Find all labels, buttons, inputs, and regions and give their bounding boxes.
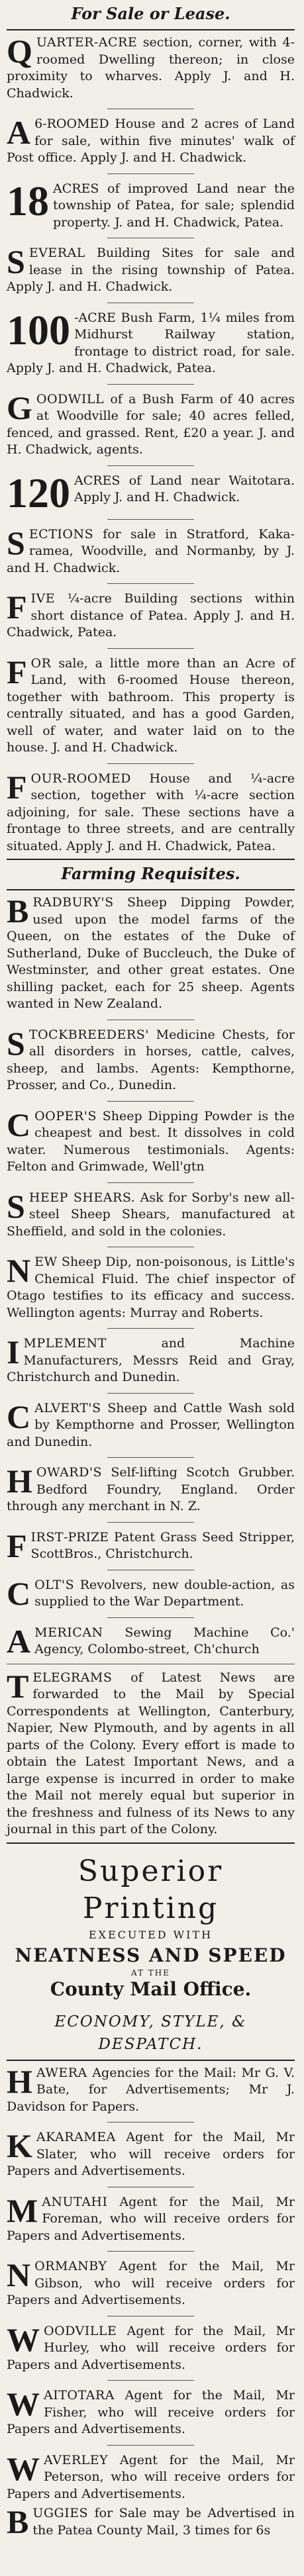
ad-lead: EW — [34, 1255, 58, 1269]
agent-ad — [7, 2452, 295, 2503]
agent-ad — [7, 2191, 295, 2245]
agent-ad — [7, 2387, 295, 2438]
divider — [107, 1617, 194, 1618]
farming-ad — [7, 1400, 295, 1451]
sale-ad — [7, 245, 295, 296]
ad-lead: MPLEMENT — [23, 1336, 107, 1351]
farming-ad — [7, 1254, 295, 1321]
ad-lead: OUR-ROOMED — [30, 771, 131, 786]
drop-cap: Q — [7, 32, 32, 70]
divider — [107, 1393, 194, 1394]
ad-text: 6-ROOMED House and 2 acres of Land for sale, within five minutes' walk of Post office. Apply J. and H. Chadwick. — [7, 117, 295, 165]
divider — [7, 29, 295, 30]
sale-ad — [7, 34, 295, 102]
farming-ads-list — [7, 894, 295, 1658]
sale-ad — [7, 768, 295, 855]
drop-cap: F — [7, 1527, 27, 1564]
ad-text: of a Bush Farm of 40 acres at Woodville for sale; 40 acres felled, fenced, and grassed. Rent, £20 a year. J. and H. Chadwick, agents. — [7, 391, 295, 457]
farming-ad — [7, 1574, 295, 1612]
ad-text: Agent for the Mail, Mr Gibson, who will receive orders for Papers and Advertisements. — [7, 2259, 295, 2307]
ad-text: Agent for the Mail, Mr Fisher, who will receive orders for Papers and Advertisements. — [7, 2388, 295, 2436]
drop-cap: I — [7, 1333, 20, 1370]
divider — [107, 2380, 194, 2381]
farming-section-heading: Farming Requisites. — [61, 864, 240, 883]
telegrams-ad — [7, 1667, 295, 1838]
agent-ad — [7, 2129, 295, 2180]
drop-cap: W — [7, 2450, 40, 2487]
ad-lead: OR — [30, 655, 52, 671]
printing-executed: EXECUTED WITH — [88, 1928, 213, 1941]
ad-lead: TOCKBREEDERS' — [28, 1027, 149, 1042]
divider — [107, 2445, 194, 2446]
ad-text: Sheep Dipping Powder is the cheapest and best. It dissolves in cold water. Numerous testimonials. Agents: Felton and Grimwade, Well'gtn — [7, 1108, 295, 1174]
divider — [107, 1328, 194, 1329]
ad-text: Sheep and Cattle Wash sold by Kempthorne and Prosser, Wellington and Dunedin. — [7, 1400, 295, 1449]
ad-text: ¼-acre Building sections within short distance of Patea. Apply J. and H. Chadwick, Patea. — [7, 591, 295, 640]
divider — [107, 763, 194, 764]
ad-text: ACRES of Land near Waitotara. Apply J. and H. Chadwick. — [74, 473, 295, 504]
sale-section-heading: For Sale or Lease. — [71, 4, 230, 23]
ad-lead: MERICAN — [34, 1625, 103, 1640]
drop-cap: K — [7, 2127, 32, 2164]
drop-cap: S — [7, 524, 25, 561]
divider — [107, 1457, 194, 1458]
drop-cap: F — [7, 653, 27, 691]
sale-ad — [7, 116, 295, 167]
sale-ads-list — [7, 34, 295, 855]
ad-text: Self-lifting Scotch Grubber. Bedford Foundry, England. Order through any merchant in N. Z. — [7, 1465, 295, 1513]
sale-ad — [7, 591, 295, 642]
drop-cap: T — [7, 1667, 29, 1705]
farming-ad — [7, 1335, 295, 1386]
drop-cap: F — [7, 768, 27, 806]
ad-lead: OOPER'S — [34, 1108, 97, 1123]
divider — [107, 384, 194, 385]
drop-cap: H — [7, 1462, 32, 1500]
drop-cap: W — [7, 2320, 40, 2358]
drop-cap: 120 — [7, 469, 70, 516]
ad-lead: EVERAL — [28, 246, 85, 260]
divider — [107, 465, 194, 466]
ad-text: section, corner, with 4-roomed Dwelling thereon; in close proximity to wharves. Apply J. and H. Chadwick. — [7, 35, 295, 101]
ad-lead: AVERLEY — [44, 2452, 109, 2467]
divider — [107, 1101, 194, 1102]
sale-ad — [7, 391, 295, 459]
ad-text: Agent for the Mail, Mr Peterson, who will receive orders for Papers and Advertisements. — [7, 2452, 295, 2501]
divider — [107, 2251, 194, 2252]
ad-text: Agent for the Mail, Mr Hurley, who will receive orders for Papers and Advertisements. — [7, 2323, 295, 2372]
buggies-ad — [7, 2505, 295, 2539]
agent-ad — [7, 2258, 295, 2309]
drop-cap: F — [7, 589, 27, 626]
divider — [7, 859, 295, 860]
drop-cap: B — [7, 2503, 29, 2540]
ad-text: Agencies for the Mail: Mr G. V. Bate, for Advertisements; Mr J. Davidson for Papers. — [7, 2065, 295, 2114]
ad-lead: ALVERT'S — [34, 1400, 101, 1415]
divider — [107, 173, 194, 174]
drop-cap: S — [7, 1024, 25, 1062]
drop-cap: M — [7, 2191, 38, 2229]
drop-cap: S — [7, 243, 25, 280]
drop-cap: C — [7, 1574, 31, 1612]
divider — [107, 1182, 194, 1183]
drop-cap: C — [7, 1106, 31, 1143]
divider — [7, 889, 295, 890]
divider — [107, 648, 194, 649]
ad-text: of Latest News are forwarded to the Mail by Special Correspondents at Wellington, Canterbury, Napier, New Plymouth, and by agents in all parts of the Colony. Every effort is made to obtain the Latest Important News, and a large expense is incurred in order to make the Mail not merely equal but superior in the freshness and fulness of its News to any journal in this part of the Colony. — [7, 1670, 295, 1837]
agent-ad — [7, 2062, 295, 2116]
ad-text: -PRIZE Patent Grass Seed Stripper, ScottBros., Christchurch. — [30, 1529, 295, 1561]
ad-lead: OODVILLE — [44, 2323, 117, 2338]
ad-lead: HEEP SHEARS. — [28, 1190, 136, 1205]
drop-cap: A — [7, 114, 31, 151]
printing-motto: ECONOMY, STYLE, & DESPATCH. — [54, 2013, 247, 2053]
ad-lead: ECTIONS — [28, 526, 94, 542]
divider — [107, 1522, 194, 1523]
printing-title: Superior Printing — [77, 1854, 224, 1925]
ad-lead: OLT'S — [34, 1577, 75, 1592]
ad-lead: RADBURY'S — [32, 895, 114, 910]
ad-lead: UARTER-ACRE — [36, 35, 138, 50]
divider — [7, 2060, 295, 2061]
ad-text: ACRES of improved Land near the township of Patea, for sale; splendid property. J. and H. Chadwick, Patea. — [53, 181, 295, 230]
printing-office: County Mail Office. — [50, 1978, 252, 2000]
ad-lead: IRST — [30, 1529, 64, 1545]
sale-ad — [7, 306, 295, 377]
farming-ad — [7, 1187, 295, 1241]
divider — [7, 1842, 295, 1844]
divider — [107, 519, 194, 520]
drop-cap: C — [7, 1398, 31, 1435]
drop-cap: N — [7, 2256, 31, 2293]
drop-cap: A — [7, 1622, 31, 1660]
ad-text: Building Sites for sale and lease in the rising township of Patea. Apply J. and H. Chadwick. — [7, 246, 295, 294]
ad-lead: ELEGRAMS — [32, 1670, 113, 1685]
printing-ad — [7, 1853, 295, 2056]
ad-text: sale, a little more than an Acre of Land, with 6-roomed House thereon, together with bathroom. This property is centrally situated, and has a good Garden, well of water, and water laid on to the house. J. and H. Chadwick. — [7, 655, 295, 755]
ad-text: Sheep Dip, non-poisonous, is Little's Chemical Fluid. The chief inspector of Otago testifies to its efficacy and success. Wellington agents: Murray and Roberts. — [7, 1255, 295, 1320]
drop-cap: G — [7, 389, 32, 426]
ad-text: Ask for Sorby's new all-steel Sheep Shears, manufactured at Sheffield, and sold in the colonies. — [7, 1190, 295, 1239]
ad-lead: OWARD'S — [36, 1465, 103, 1480]
ad-text: and Machine Manufacturers, Messrs Reid and Gray, Christchurch and Dunedin. — [7, 1336, 295, 1384]
drop-cap: S — [7, 1187, 25, 1225]
ad-text: Sewing Machine Co.' Agency, Colombo-street, Ch'church — [34, 1625, 295, 1656]
ad-lead: AKARAMEA — [36, 2130, 116, 2144]
divider — [107, 583, 194, 584]
sale-ad — [7, 177, 295, 232]
ad-lead: AITOTARA — [44, 2388, 115, 2403]
farming-ad — [7, 1024, 295, 1094]
ad-text: -ACRE Bush Farm, 1¼ miles from Midhurst Railway station, frontage to district road, for sale. Apply J. and H. Chadwick, Patea. — [7, 310, 295, 375]
ad-text: for sale in Stratford, Kaka-ramea, Woodville, and Normanby, by J. and H. Chadwick. — [7, 526, 295, 575]
drop-cap: N — [7, 1252, 31, 1289]
drop-cap: W — [7, 2385, 40, 2422]
drop-cap: H — [7, 2062, 32, 2100]
ad-text: Medicine Chests, for all disorders in horses, cattle, calves, sheep, and lambs. Agents: Kempthorne, Prosser, and Co., Dunedin. — [7, 1027, 295, 1092]
agents-list — [7, 2062, 295, 2503]
printing-at-the: AT THE — [130, 1968, 171, 1978]
farming-ad — [7, 1622, 295, 1660]
agent-ad — [7, 2320, 295, 2374]
ad-text: Sheep Dipping Powder, used upon the model farms of the Queen, on the estates of the Duke of Sutherland, Duke of Buccleuch, the Duke of Westminster, and other great estates. One shilling packet, each for 25 sheep. Agents wanted in New Zealand. — [7, 895, 295, 1011]
farming-ad — [7, 1529, 295, 1563]
sale-ad — [7, 469, 295, 516]
farming-ad — [7, 894, 295, 1013]
farming-ad — [7, 1464, 295, 1515]
ad-lead: UGGIES — [32, 2506, 89, 2520]
ad-text: House and ¼-acre section, together with ¼-acre section adjoining, for sale. These sections have a frontage to three streets, and are centrally situated. Apply J. and H. Chadwick, Patea. — [7, 771, 295, 853]
ad-lead: AWERA — [36, 2065, 87, 2080]
drop-cap: B — [7, 892, 29, 930]
ad-lead: OODWILL — [36, 391, 105, 406]
ad-text: Agent for the Mail, Mr Foreman, who will receive orders for Papers and Advertisements. — [7, 2194, 295, 2243]
ad-text: Revolvers, new double-action, as supplied to the War Department. — [34, 1577, 295, 1609]
sale-ad — [7, 526, 295, 577]
ad-lead: IVE — [30, 591, 56, 606]
sale-ad — [7, 655, 295, 757]
farming-ad — [7, 1108, 295, 1176]
drop-cap: 18 — [7, 177, 49, 224]
ad-lead: ANUTAHI — [42, 2194, 108, 2209]
ad-text: Agent for the Mail, Mr Slater, who will receive orders for Papers and Advertisements. — [7, 2130, 295, 2178]
ad-lead: ORMANBY — [34, 2259, 107, 2273]
printing-neatness: NEATNESS AND SPEED — [15, 1944, 287, 1966]
divider — [107, 2122, 194, 2123]
drop-cap: 100 — [7, 306, 70, 354]
ad-text: for Sale may be Advertised in the Patea County Mail, 3 times for 6s — [32, 2506, 295, 2538]
